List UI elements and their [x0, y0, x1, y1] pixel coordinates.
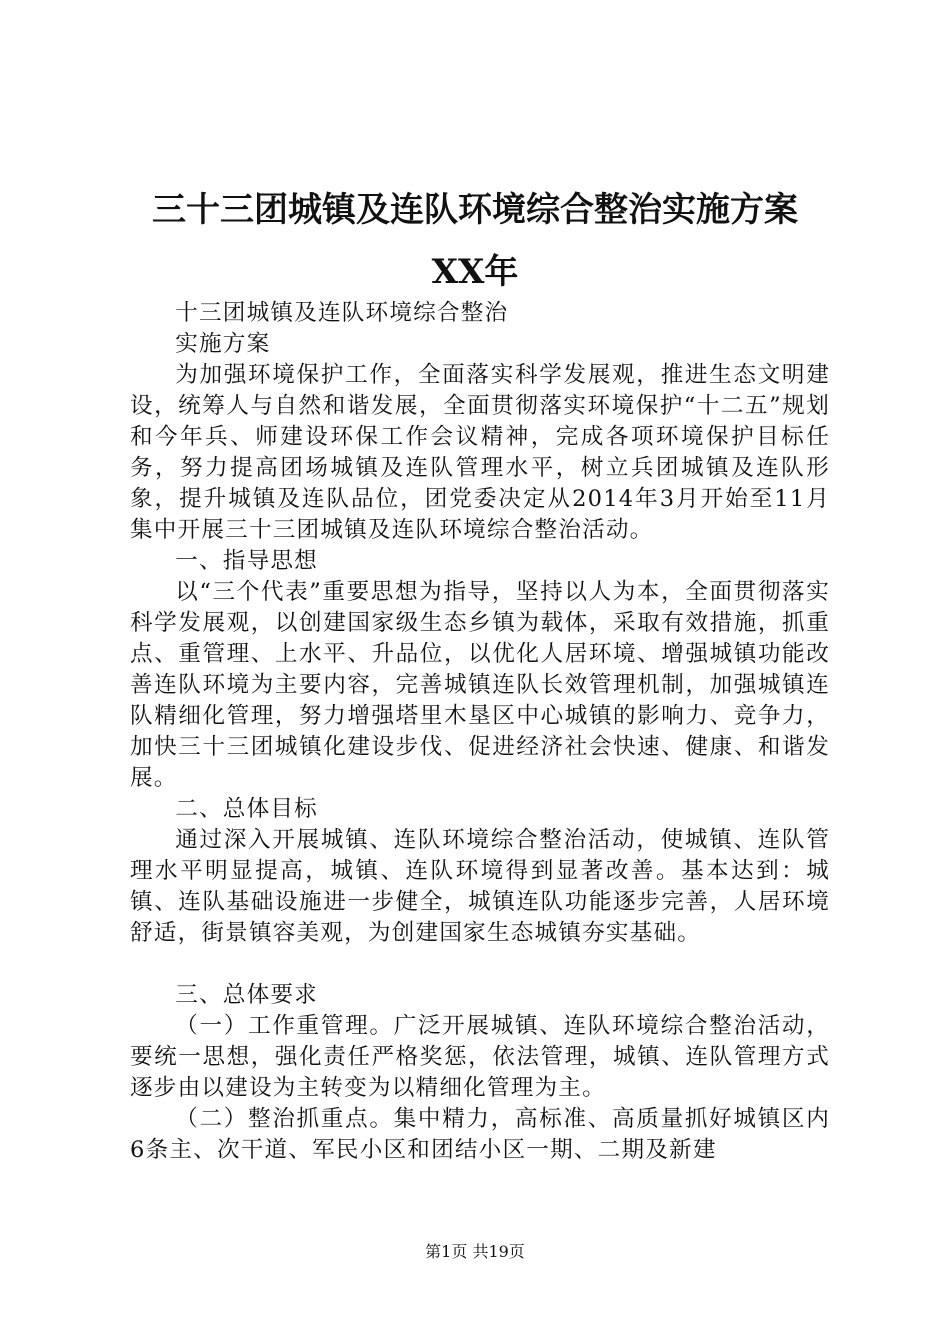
section-heading: 三、总体要求: [175, 982, 318, 1008]
document-title-year: XX年: [431, 252, 519, 292]
body-paragraph: （二）整治抓重点。集中精力，高标准、高质量抓好城镇区内6条主、次干道、军民小区和团结小区一期、二期及新建: [130, 1106, 830, 1163]
section-heading: 一、指导思想: [175, 548, 318, 574]
body-paragraph: 以“三个代表”重要思想为指导，坚持以人为本，全面贯彻落实科学发展观，以创建国家级生态乡镇为载体，采取有效措施，抓重点、重管理、上水平、升品位，以优化人居环境、增强城镇功能改善连队环境为主要内容，完善城镇连队长效管理机制，加强城镇连队精细化管理，努力增强塔里木垦区中心城镇的影响力、竞争力，加快三十三团城镇化建设步伐、促进经济社会快速、健康、和谐发展。: [130, 579, 830, 791]
body-paragraph: 通过深入开展城镇、连队环境综合整治活动，使城镇、连队管理水平明显提高，城镇、连队环境得到显著改善。基本达到：城镇、连队基础设施进一步健全，城镇连队功能逐步完善，人居环境舒适，街景镇容美观，为创建国家生态城镇夯实基础。: [130, 827, 830, 946]
section-heading: 二、总体目标: [175, 796, 318, 822]
body-paragraph: （一）工作重管理。广泛开展城镇、连队环境综合整治活动，要统一思想，强化责任严格奖惩，依法管理，城镇、连队管理方式逐步由以建设为主转变为以精细化管理为主。: [130, 1013, 830, 1101]
document-body: [130, 298, 830, 1166]
document-title: 三十三团城镇及连队环境综合整治实施方案: [152, 190, 798, 230]
body-paragraph: 为加强环境保护工作，全面落实科学发展观，推进生态文明建设，统筹人与自然和谐发展，全面贯彻落实环境保护“十二五”规划和今年兵、师建设环保工作会议精神，完成各项环境保护目标任务，努力提高团场城镇及连队管理水平，树立兵团城镇及连队形象，提升城镇及连队品位，团党委决定从2014年3月开始至11月集中开展三十三团城镇及连队环境综合整治活动。: [130, 362, 830, 543]
subtitle-line: 实施方案: [175, 331, 271, 357]
subtitle-line: 十三团城镇及连队环境综合整治: [175, 300, 509, 326]
page-footer: 第1页 共19页: [425, 1242, 525, 1261]
